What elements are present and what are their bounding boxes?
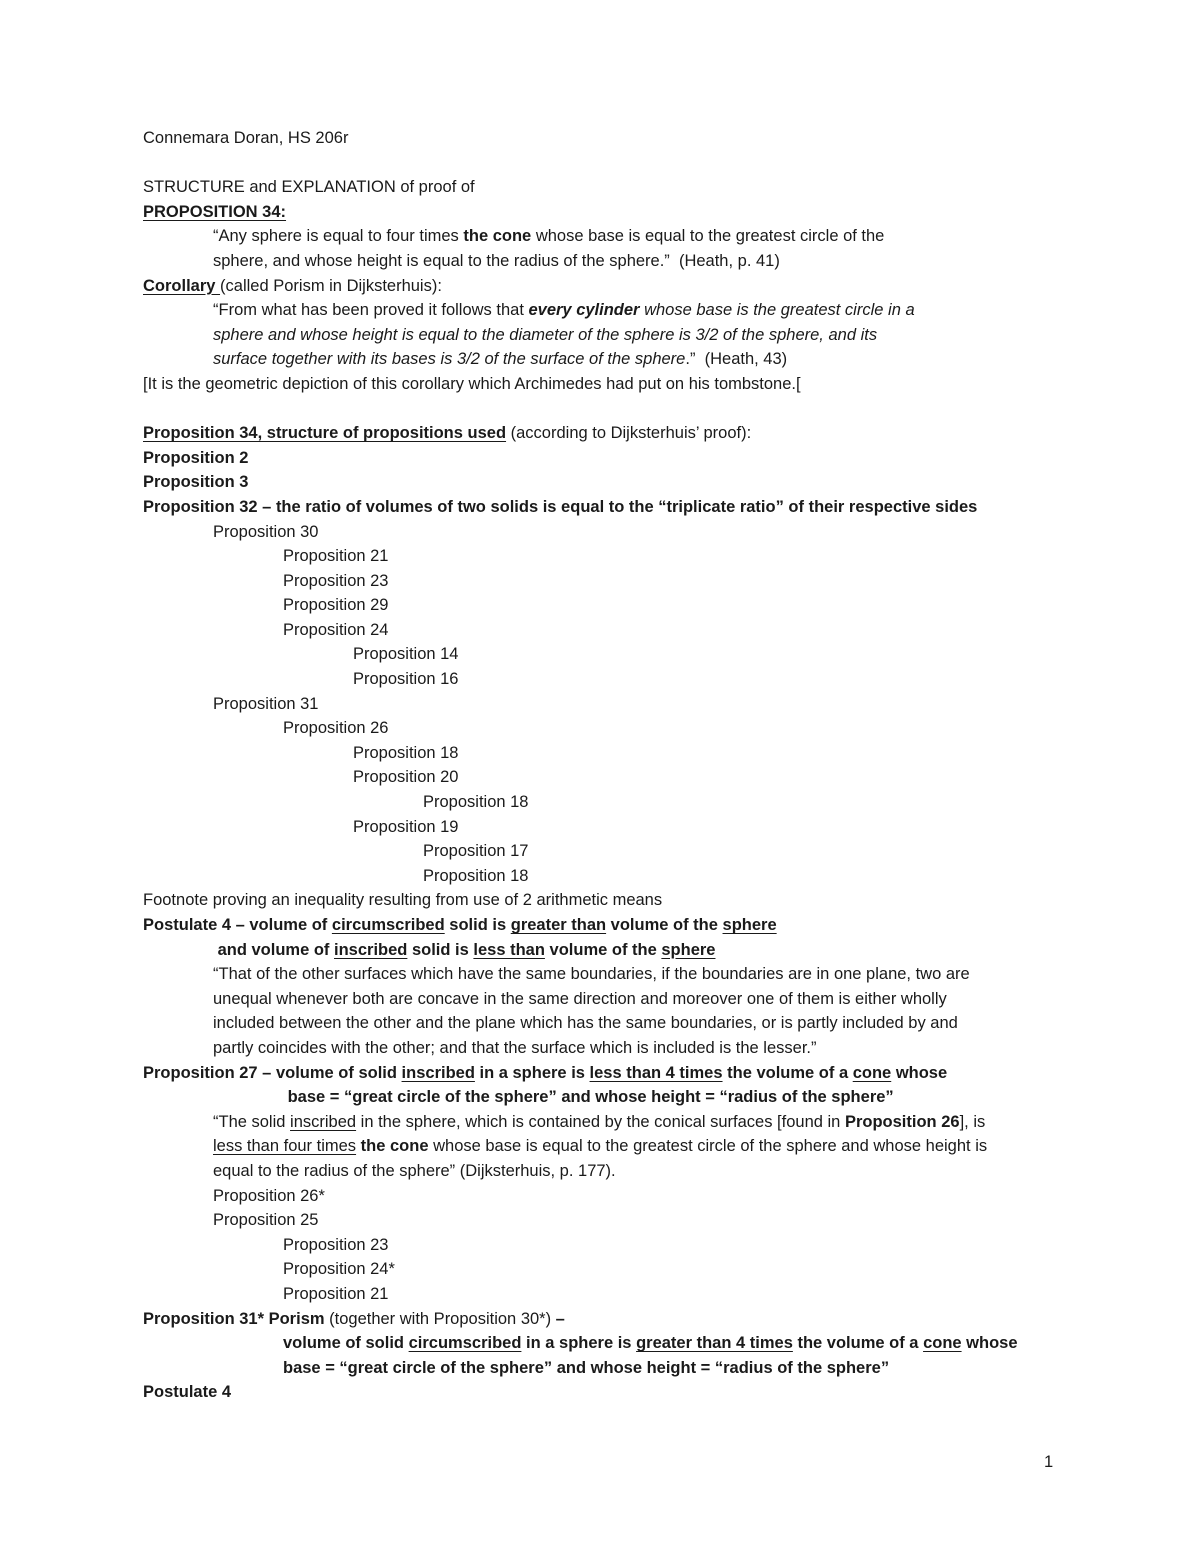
text-line: [143, 1257, 1160, 1282]
text-segment: inscribed: [290, 1112, 357, 1131]
text-segment: (called Porism in Dijksterhuis):: [220, 276, 442, 295]
text-segment: the volume of a: [792, 1334, 924, 1353]
text-segment: whose base is equal to the greatest circle of the: [531, 227, 885, 246]
text-segment: sphere and whose height is equal to the diameter of the sphere is 3/2 of the sphere, and its: [213, 325, 878, 344]
text-segment: Proposition 32 – the ratio of volumes of two solids is equal to the “triplicate ratio” of their respective sides: [143, 497, 978, 516]
text-line: [143, 1208, 1160, 1233]
text-segment: Proposition 18: [353, 743, 459, 762]
text-line: [143, 938, 1160, 963]
text-segment: Connemara Doran, HS 206r: [143, 129, 349, 147]
text-segment: Proposition 25: [213, 1211, 319, 1230]
text-line: [143, 347, 1160, 372]
text-line: [143, 888, 1160, 913]
text-segment: [It is the geometric depiction of this corollary which Archimedes had put on his tombstone.[: [143, 374, 801, 393]
text-line: [143, 790, 1160, 815]
text-line: [143, 716, 1160, 741]
text-line: [143, 1233, 1160, 1258]
text-line: [143, 298, 1160, 323]
text-segment: Proposition 26*: [213, 1186, 325, 1205]
text-segment: Proposition 20: [353, 768, 459, 787]
page-number: 1: [1044, 1453, 1054, 1471]
text-segment: Postulate 4 – volume of: [143, 916, 332, 934]
text-line: [143, 520, 1160, 545]
text-line: [143, 200, 1160, 225]
text-segment: Proposition 27 – volume of solid: [143, 1063, 402, 1082]
text-line: [143, 1159, 1160, 1184]
text-line: [143, 126, 1160, 151]
text-segment: “From what has been proved it follows that: [213, 301, 529, 320]
text-segment: surface together with its bases is 3/2 of the surface of the sphere: [213, 350, 686, 369]
text-line: [143, 397, 1160, 422]
text-line: [143, 249, 1160, 274]
text-line: [143, 544, 1160, 569]
text-segment: Proposition 26: [844, 1112, 960, 1131]
text-segment: Proposition 16: [353, 670, 459, 689]
text-segment: cone: [852, 1063, 892, 1082]
text-segment: “That of the other surfaces which have the same boundaries, if the boundaries are in one plane, two are: [213, 965, 970, 984]
text-segment: whose base is the greatest circle in a: [639, 301, 915, 320]
text-segment: whose: [961, 1334, 1018, 1353]
text-segment: .” (Heath, 43): [685, 350, 788, 369]
text-segment: Corollary: [143, 276, 221, 295]
text-line: [143, 741, 1160, 766]
text-segment: Proposition 18: [423, 793, 529, 812]
text-segment: Proposition 3: [143, 473, 249, 492]
text-line: [143, 372, 1160, 397]
text-line: [143, 1036, 1160, 1061]
text-line: [143, 815, 1160, 840]
text-segment: Proposition 18: [423, 866, 529, 885]
text-segment: unequal whenever both are concave in the same direction and moreover one of them is either wholly: [213, 989, 947, 1008]
text-segment: greater than 4 times: [636, 1334, 793, 1353]
text-line: [143, 962, 1160, 987]
text-segment: Proposition 23: [283, 571, 389, 590]
text-segment: cone: [923, 1334, 962, 1353]
text-segment: Proposition 26: [283, 719, 389, 738]
text-segment: in a sphere is: [474, 1063, 590, 1082]
text-line: [143, 765, 1160, 790]
text-segment: Proposition 21: [283, 1284, 389, 1303]
text-line: [143, 274, 1160, 299]
text-line: [143, 593, 1160, 618]
text-line: [143, 667, 1160, 692]
text-line: [143, 913, 1160, 938]
text-segment: Proposition 24*: [283, 1260, 395, 1279]
text-line: [143, 1331, 1160, 1356]
text-segment: less than 4 times: [589, 1063, 723, 1082]
text-segment: every cylinder: [528, 301, 640, 320]
text-segment: whose base is equal to the greatest circle of the sphere and whose height is: [428, 1137, 988, 1156]
text-line: [143, 175, 1160, 200]
text-segment: Proposition 31: [213, 694, 319, 713]
text-line: [143, 495, 1160, 520]
text-segment: Proposition 23: [283, 1235, 389, 1254]
text-segment: (according to Dijksterhuis’ proof):: [506, 424, 752, 443]
text-line: [143, 1356, 1160, 1381]
text-line: [143, 618, 1160, 643]
text-segment: inscribed: [401, 1063, 475, 1082]
text-segment: partly coincides with the other; and that the surface which is included is the lesser.”: [213, 1038, 817, 1057]
text-segment: circumscribed: [408, 1334, 522, 1353]
text-segment: Proposition 34, structure of propositions used: [143, 424, 507, 443]
text-segment: volume of the: [544, 940, 662, 959]
text-segment: base = “great circle of the sphere” and whose height = “radius of the sphere”: [283, 1358, 890, 1377]
text-line: [143, 864, 1160, 889]
text-segment: solid is: [444, 916, 511, 934]
text-segment: Proposition 19: [353, 817, 459, 836]
text-segment: whose: [891, 1063, 948, 1082]
text-segment: PROPOSITION 34:: [143, 202, 287, 221]
text-segment: included between the other and the plane which has the same boundaries, or is partly included by and: [213, 1014, 958, 1033]
text-segment: solid is: [407, 940, 474, 959]
text-segment: in the sphere, which is contained by the conical surfaces [found in: [356, 1112, 845, 1131]
text-segment: volume of the: [606, 916, 723, 934]
text-segment: the volume of a: [722, 1063, 853, 1082]
text-line: [143, 642, 1160, 667]
text-segment: Footnote proving an inequality resulting from use of 2 arithmetic means: [143, 891, 663, 910]
text-segment: Proposition 29: [283, 596, 389, 615]
text-segment: the cone: [360, 1137, 429, 1156]
text-segment: Proposition 17: [423, 842, 529, 861]
text-segment: Proposition 14: [353, 645, 459, 664]
text-line: [143, 151, 1160, 176]
text-segment: the cone: [463, 227, 532, 246]
text-segment: greater than: [510, 916, 607, 934]
text-segment: ], is: [959, 1112, 986, 1131]
text-segment: sphere, and whose height is equal to the radius of the sphere.” (Heath, p. 41): [213, 251, 780, 270]
text-line: [143, 323, 1160, 348]
text-line: [143, 224, 1160, 249]
text-line: [143, 1134, 1160, 1159]
text-segment: volume of solid: [283, 1334, 409, 1353]
text-segment: (together with Proposition 30*): [324, 1309, 556, 1328]
text-segment: “The solid: [213, 1112, 291, 1131]
text-line: [143, 987, 1160, 1012]
text-segment: sphere: [722, 916, 777, 934]
text-line: [143, 692, 1160, 717]
text-segment: STRUCTURE and EXPLANATION of proof of: [143, 178, 475, 197]
text-segment: “Any sphere is equal to four times: [213, 227, 464, 246]
text-segment: less than four times: [213, 1137, 357, 1156]
document-body: [143, 126, 1160, 1405]
text-line: [143, 446, 1160, 471]
text-line: [143, 1061, 1160, 1086]
text-segment: and volume of: [213, 940, 335, 959]
text-line: [143, 839, 1160, 864]
text-segment: in a sphere is: [521, 1334, 637, 1353]
text-segment: inscribed: [334, 940, 408, 959]
text-segment: –: [555, 1309, 565, 1328]
text-segment: Proposition 21: [283, 547, 389, 566]
text-line: [143, 1282, 1160, 1307]
text-segment: equal to the radius of the sphere” (Dijksterhuis, p. 177).: [213, 1161, 616, 1180]
text-line: [143, 421, 1160, 446]
text-line: [143, 1307, 1160, 1332]
text-segment: circumscribed: [331, 916, 445, 934]
text-segment: Proposition 2: [143, 448, 249, 467]
text-line: [143, 1011, 1160, 1036]
text-line: [143, 1085, 1160, 1110]
text-line: [143, 1380, 1160, 1405]
text-segment: sphere: [661, 940, 716, 959]
text-line: [143, 1110, 1160, 1135]
text-line: [143, 470, 1160, 495]
text-line: [143, 1184, 1160, 1209]
text-segment: Proposition 31* Porism: [143, 1309, 325, 1328]
text-segment: Proposition 30: [213, 522, 319, 541]
text-line: [143, 569, 1160, 594]
text-segment: base = “great circle of the sphere” and whose height = “radius of the sphere”: [283, 1088, 894, 1107]
text-segment: less than: [473, 940, 545, 959]
text-segment: Proposition 24: [283, 620, 389, 639]
text-segment: Postulate 4: [143, 1383, 232, 1402]
